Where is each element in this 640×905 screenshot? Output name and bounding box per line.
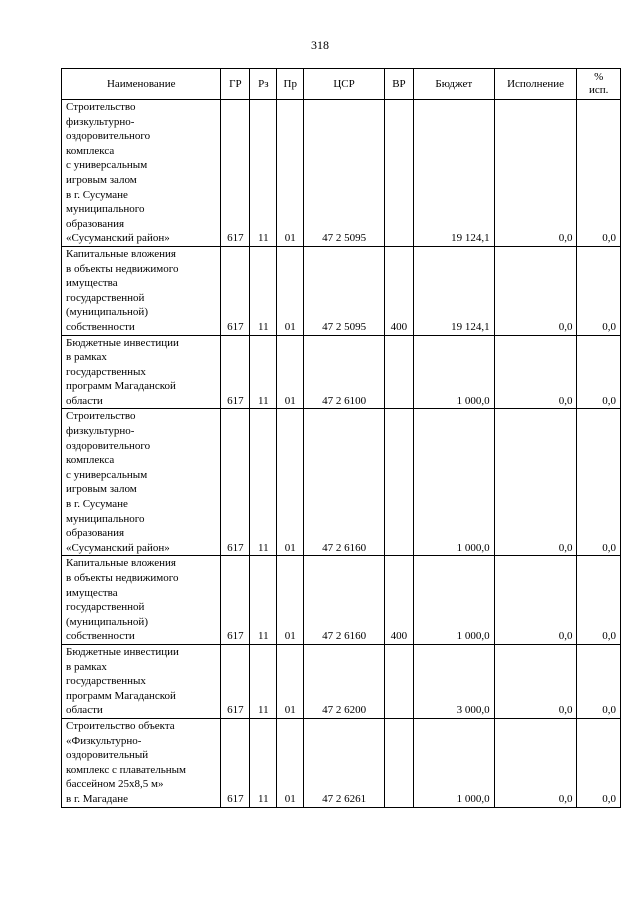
budget-table (61, 68, 621, 808)
table-row (62, 644, 621, 718)
row-name: Строительство физкультурно- оздоровительного комплекса с универсальным игровым залом в г. Сусумане муниципального образования «Сусуманский район» (62, 409, 221, 556)
row-execution: 0,0 (494, 100, 577, 247)
row-execution: 0,0 (494, 718, 577, 807)
row-name: Бюджетные инвестиции в рамках государственных программ Магаданской области (62, 335, 221, 409)
row-execution: 0,0 (494, 556, 577, 645)
row-csr: 47 2 6160 (304, 409, 385, 556)
row-budget: 3 000,0 (413, 644, 494, 718)
header-row (62, 69, 621, 100)
row-gr: 617 (221, 644, 250, 718)
row-budget: 1 000,0 (413, 335, 494, 409)
column-header-budget: Бюджет (413, 69, 494, 100)
row-csr: 47 2 5095 (304, 100, 385, 247)
row-pr: 01 (277, 718, 304, 807)
row-rz: 11 (250, 556, 277, 645)
column-header-execution: Исполнение (494, 69, 577, 100)
table-row (62, 409, 621, 556)
row-gr: 617 (221, 718, 250, 807)
row-percent: 0,0 (577, 556, 621, 645)
row-budget: 1 000,0 (413, 718, 494, 807)
row-vr (384, 100, 413, 247)
column-header-percent: % исп. (577, 69, 621, 100)
row-csr: 47 2 6160 (304, 556, 385, 645)
row-pr: 01 (277, 246, 304, 335)
row-rz: 11 (250, 246, 277, 335)
row-rz: 11 (250, 644, 277, 718)
row-budget: 19 124,1 (413, 246, 494, 335)
row-gr: 617 (221, 335, 250, 409)
column-header-pr: Пр (277, 69, 304, 100)
row-execution: 0,0 (494, 246, 577, 335)
row-pr: 01 (277, 556, 304, 645)
page-number: 318 (311, 38, 329, 52)
row-pr: 01 (277, 409, 304, 556)
table-body (62, 100, 621, 808)
row-percent: 0,0 (577, 644, 621, 718)
row-budget: 19 124,1 (413, 100, 494, 247)
column-header-gr: ГР (221, 69, 250, 100)
row-vr (384, 335, 413, 409)
table-row (62, 246, 621, 335)
row-vr (384, 644, 413, 718)
row-budget: 1 000,0 (413, 556, 494, 645)
row-percent: 0,0 (577, 100, 621, 247)
table-row (62, 718, 621, 807)
column-header-csr: ЦСР (304, 69, 385, 100)
row-execution: 0,0 (494, 644, 577, 718)
table-row (62, 335, 621, 409)
row-execution: 0,0 (494, 335, 577, 409)
row-percent: 0,0 (577, 409, 621, 556)
row-execution: 0,0 (494, 409, 577, 556)
row-rz: 11 (250, 409, 277, 556)
row-name: Капитальные вложения в объекты недвижимого имущества государственной (муниципальной) собственности (62, 556, 221, 645)
row-rz: 11 (250, 100, 277, 247)
row-csr: 47 2 6200 (304, 644, 385, 718)
column-header-rz: Рз (250, 69, 277, 100)
row-rz: 11 (250, 335, 277, 409)
row-pr: 01 (277, 335, 304, 409)
row-name: Строительство физкультурно- оздоровительного комплекса с универсальным игровым залом в г. Сусумане муниципального образования «Сусуманский район» (62, 100, 221, 247)
row-vr: 400 (384, 246, 413, 335)
row-gr: 617 (221, 409, 250, 556)
row-vr (384, 718, 413, 807)
row-percent: 0,0 (577, 246, 621, 335)
column-header-name: Наименование (62, 69, 221, 100)
row-rz: 11 (250, 718, 277, 807)
row-gr: 617 (221, 246, 250, 335)
row-pr: 01 (277, 644, 304, 718)
table-row (62, 556, 621, 645)
row-name: Бюджетные инвестиции в рамках государственных программ Магаданской области (62, 644, 221, 718)
table-header (62, 69, 621, 100)
table-row (62, 100, 621, 247)
row-percent: 0,0 (577, 335, 621, 409)
column-header-vr: ВР (384, 69, 413, 100)
row-budget: 1 000,0 (413, 409, 494, 556)
row-percent: 0,0 (577, 718, 621, 807)
row-vr: 400 (384, 556, 413, 645)
row-name: Капитальные вложения в объекты недвижимого имущества государственной (муниципальной) собственности (62, 246, 221, 335)
row-pr: 01 (277, 100, 304, 247)
row-name: Строительство объекта «Физкультурно- оздоровительный комплекс с плавательным бассейном 25х8,5 м» в г. Магадане (62, 718, 221, 807)
row-vr (384, 409, 413, 556)
row-gr: 617 (221, 100, 250, 247)
row-gr: 617 (221, 556, 250, 645)
row-csr: 47 2 6100 (304, 335, 385, 409)
row-csr: 47 2 6261 (304, 718, 385, 807)
row-csr: 47 2 5095 (304, 246, 385, 335)
